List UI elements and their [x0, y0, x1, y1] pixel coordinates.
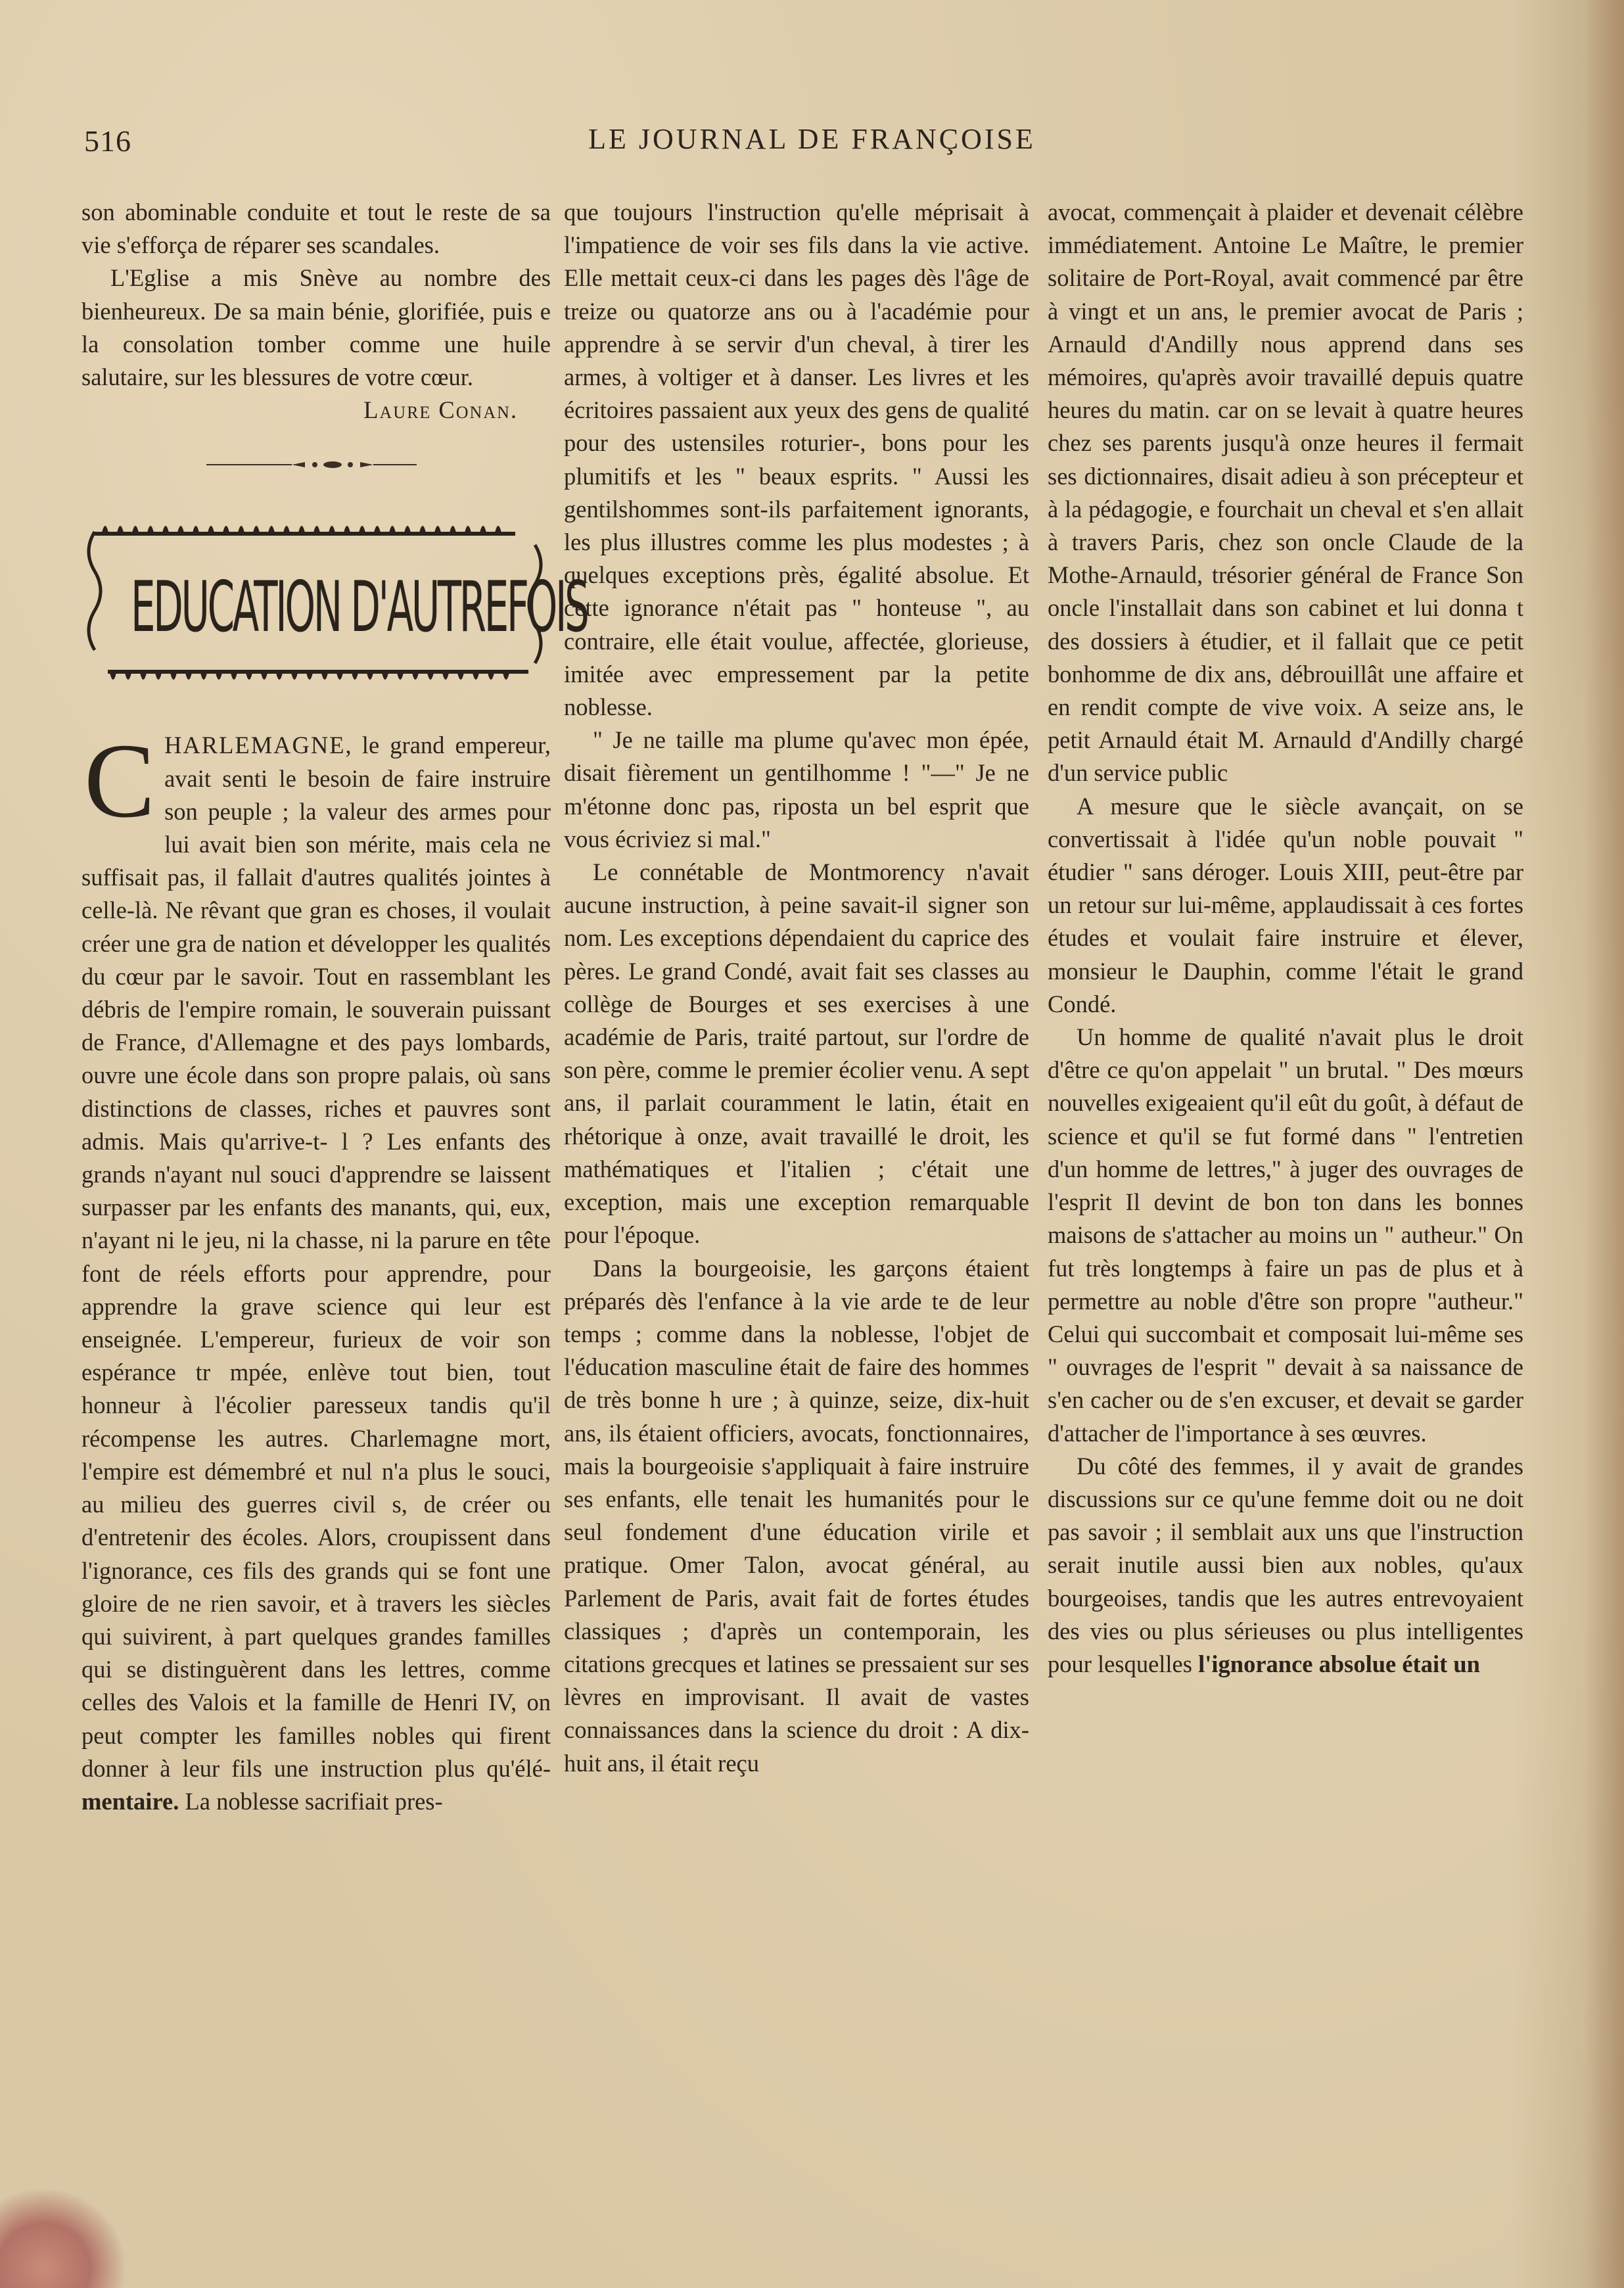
column-2 [564, 196, 1029, 1780]
paragraph [1048, 1450, 1523, 1681]
author-signature: Laure Conan. [363, 396, 518, 424]
page-edge-shadow [1585, 0, 1624, 2288]
paragraph: son abominable conduite et tout le reste de sa vie s'efforça de réparer ses scandales. [81, 198, 551, 259]
paragraph-text: mentaire. [81, 1787, 179, 1815]
paragraph: Un homme de qualité n'avait plus le droit d'être ce qu'on appelait " un brutal. " Des mœurs nouvelles exigeaient qu'il eût du goût, à défaut de science et qu'il se fut formé dans " l'entretien d'un homme de lettres," à juger des ouvrages de l'esprit Il devint de bon ton dans les bonnes maisons de s'attacher au moins un " autheur." On fut très longtemps à faire un pas de plus et à permettre au noble d'être son propre "autheur." Celui qui succombait et composait lui-même ses " ouvrages de l'esprit " devait à sa naissance de s'en cacher ou de s'en excuser, et devait se garder d'attacher de l'importance à ses œuvres. [1048, 1023, 1523, 1447]
column-3 [1048, 196, 1523, 1681]
running-head: LE JOURNAL DE FRANÇOISE [588, 123, 1036, 155]
lead-word: HARLEMAGNE [164, 732, 346, 759]
paragraph [81, 722, 551, 1818]
paragraph-text: l'ignorance absolue était un [1198, 1650, 1480, 1677]
paragraph: A mesure que le siècle avançait, on se convertissait à l'idée qu'un noble pouvait " étudier " sans déroger. Louis XIII, peut-être par un retour sur lui-même, applaudissait à ces fortes études et voulait faire instruire et élever, monsieur le Dauphin, comme l'était le grand Condé. [1048, 792, 1523, 1017]
paragraph: avocat, commençait à plaider et devenait célèbre immédiatement. Antoine Le Maître, le premier solitaire de Port-Royal, avait commencé par être à vingt et un ans, le premier avocat de Paris ; Arnauld d'Andilly nous apprend dans ses mémoires, qu'après avoir travaillé depuis quatre heures du matin. car on se levait à quatre heures chez ses parents jusqu'à onze heures il fermait ses dictionnaires, disait adieu à son précepteur et à la pédagogie, e fourchait un cheval et s'en allait à travers Paris, chez son oncle Claude de la Mothe-Arnauld, trésorier général de France Son oncle l'installait dans son cabinet et lui donna t des dossiers à étudier, et il fallait que ce petit bonhomme de dix ans, débrouillât une affaire et en rendit compte de vive voix. A seize ans, le petit Arnauld était M. Arnauld d'Andilly chargé d'un service public [1048, 198, 1523, 787]
paragraph: que toujours l'instruction qu'elle méprisait à l'impatience de voir ses fils dans la vie active. Elle mettait ceux-ci dans les pages dès l'âge de treize ou quatorze ans ou à l'académie pour apprendre à se servir d'un cheval, à tirer les armes, à voltiger et à danser. Les livres et les écritoires passaient aux yeux des gens de qualité pour des ustensiles roturier-, bons pour les plumitifs et les " beaux esprits. " Aussi les gentilshommes sont-ils parfaitement ignorants, les plus illustres comme les plus modestes ; à quelques exceptions près, égalité absolue. Et cette ignorance n'était pas " honteuse ", au contraire, elle était voulue, affectée, glorieuse, imitée avec empressement par la petite noblesse. [564, 198, 1029, 721]
paragraph-text: , le grand empereur, avait senti le besoin de faire instruire son peuple ; la valeur des armes pour lui avait bien son mérite, mais cela ne suffisait pas, il fallait d'autres qualités jointes à celle-là. Ne rêvant que gran es choses, il voulait créer une gra de nation et développer les qualités du cœur par le savoir. Tout en rassemblant les débris de l'empire romain, le souverain puissant de France, d'Allemagne et des pays lombards, ouvre une école dans son propre palais, où sans distinctions de classes, riches et pauvres sont admis. Mais qu'arrive-t- l ? Les enfants des grands n'ayant nul souci d'apprendre se laissent surpasser par les enfants des manants, qui, eux, n'ayant ni le jeu, ni la chasse, ni la parure en tête font de réels efforts pour apprendre, pour apprendre la grave science qui leur est enseignée. L'empereur, furieux de voir son espérance tr mpée, enlève tout bien, tout honneur à l'écolier paresseux tandis qu'il récompense les autres. Charlemagne mort, l'empire est démembré et nul n'a plus le souci, au milieu des guerres civil s, de créer ou d'entretenir des écoles. Alors, croupissent dans l'ignorance, ces fils des grands qui se font une gloire de ne rien savoir, et à travers les siècles qui suivirent, à part quelques grandes familles qui se distinguèrent dans les lettres, comme celles des Valois et la famille de Henri IV, on peut compter les familles nobles qui firent donner à leur fils une instruction plus qu'élé- [81, 732, 551, 1782]
column-1 [81, 196, 588, 1818]
drop-cap: C [84, 722, 156, 841]
page-number: 516 [84, 124, 131, 158]
paragraph: " Je ne taille ma plume qu'avec mon épée, disait fièrement un gentilhomme ! "—" Je ne m'étonne donc pas, riposta un bel esprit que vous écriviez si mal." [564, 726, 1029, 852]
ornamental-divider [81, 427, 551, 505]
paragraph-text: La noblesse sacrifiait pres- [179, 1787, 443, 1815]
article-title: EDUCATION D'AUTREFOIS [131, 567, 588, 648]
paragraph: L'Eglise a mis Snève au nombre des bienheureux. De sa main bénie, glorifiée, puis e la consolation tomber comme une huile salutaire, sur les blessures de votre cœur. [81, 264, 551, 391]
article-title-banner [81, 505, 588, 716]
thumb-in-corner [0, 2189, 125, 2288]
paragraph-text: Du côté des femmes, il y avait de grandes discussions sur ce qu'une femme doit ou ne doit pas savoir ; il semblait aux uns que l'instruction serait inutile aussi bien aux nobles, qu'aux bourgeoises, tandis que les autres entrevoyaient des vies ou plus sérieuses ou plus intelligentes pour lesquelles [1048, 1452, 1523, 1677]
paragraph: Le connétable de Montmorency n'avait aucune instruction, à peine savait-il signer son nom. Les exceptions dépendaient du caprice des pères. Le grand Condé, avait fait ses classes au collège de Bourges et ses exercises à une académie de Paris, traité partout, sur l'ordre de son père, comme le premier écolier venu. A sept ans, il parlait couramment le latin, était en rhétorique à onze, avait travaillé le droit, les mathématiques et l'italien ; c'était une exception, mais une exception remarquable pour l'époque. [564, 858, 1029, 1249]
paragraph: Dans la bourgeoisie, les garçons étaient préparés dès l'enfance à la vie arde te de leur temps ; comme dans la noblesse, l'objet de l'éducation masculine était de faire des hommes de très bonne h ure ; à quinze, seize, dix-huit ans, ils étaient officiers, avocats, fonctionnaires, mais la bourgeoisie s'appliquait à faire instruire ses enfants, elle tenait les humanités pour le seul fondement d'une éducation virile et pratique. Omer Talon, avocat général, au Parlement de Paris, avait fait de fortes études classiques ; d'après un contemporain, les citations grecques et latines se pressaient sur ses lèvres en improvisant. Il avait de vastes connaissances dans la science du droit : A dix-huit ans, il était reçu [564, 1254, 1029, 1777]
